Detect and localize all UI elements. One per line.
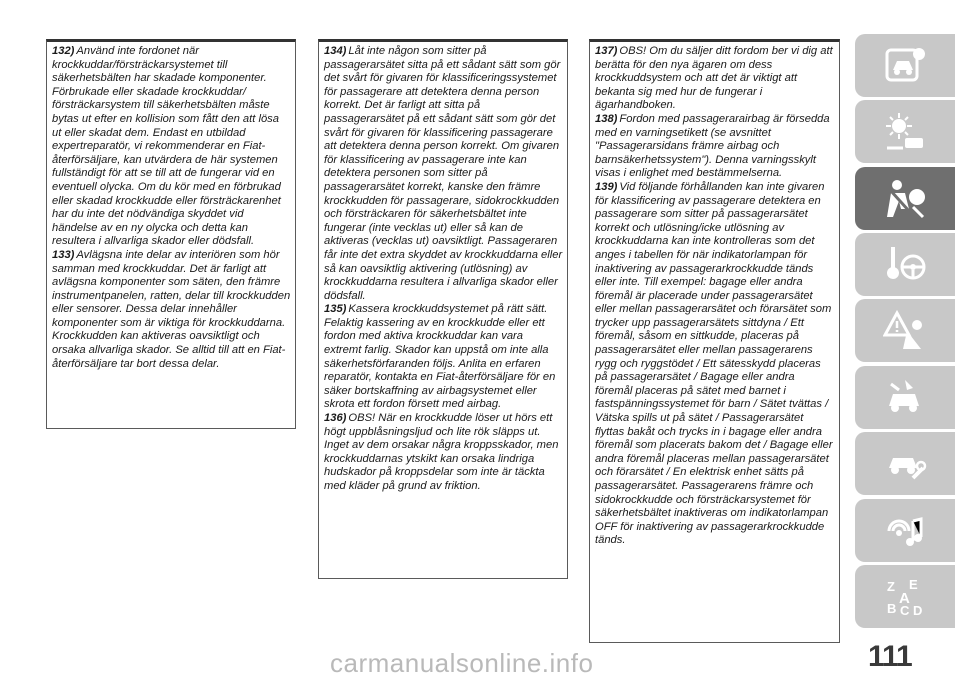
note-136 [324, 412, 563, 494]
note-number: 135) [324, 303, 347, 316]
svg-text:D: D [913, 602, 923, 618]
alphabetical-index-icon [883, 575, 927, 619]
key-steering-wheel-icon [883, 243, 927, 287]
svg-text:C: C [900, 602, 910, 618]
note-134 [324, 45, 563, 303]
tab-dashboard-lights[interactable] [855, 100, 955, 163]
svg-text:B: B [887, 600, 897, 616]
car-service-icon [883, 376, 927, 420]
wrench-car-icon [883, 442, 927, 486]
tab-seatbelt-airbag[interactable] [855, 167, 955, 230]
tab-maintenance[interactable] [855, 432, 955, 495]
multimedia-icon [883, 509, 927, 553]
dashboard-lights-icon [883, 110, 927, 154]
tab-index[interactable] [855, 565, 955, 628]
note-135 [324, 303, 563, 412]
note-number: 133) [52, 248, 75, 261]
note-132 [52, 45, 291, 249]
svg-text:Z: Z [887, 578, 895, 594]
tab-car-service[interactable] [855, 366, 955, 429]
page-number: 111 [868, 640, 912, 673]
note-text: Kassera krockkuddsystemet på rätt sätt. Felaktig kassering av en krockkudde eller ett fordon med aktiva krockkuddar kan vara extremt farlig. Skador kan uppstå om inte alla säkerhetsförfaranden följs. Anlita en erfaren reparatör, kontakta en Fiat-återförsäljare för en säker bortskaffning av airbagsystemet eller skrota ett fordon försett med airbag. [324, 303, 556, 411]
notes-column-3 [589, 39, 840, 643]
note-number: 132) [52, 45, 75, 57]
note-137 [595, 45, 835, 113]
notes-column-1 [46, 39, 296, 429]
chapter-tabs [852, 34, 960, 630]
tab-multimedia[interactable] [855, 499, 955, 562]
note-text: Använd inte fordonet när krockkuddar/försträckarsystemet till säkerhetsbälten har skadade komponenter. Förbrukade eller skadade krockkuddar/ försträckarsystem till säkerhetsbälten måste bytas ut efter en kollision som fått den att lösa ut eller skadat dem. Endast en utbildad expertreparatör, vi rekommenderar en Fiat-återförsäljare, kan utvärdera de här systemen fullständigt för att se till att de fungerar vid en eventuell olycka. Om du kör med en förbrukad eller skadad krockkudde eller försträckarenhet har du inte det nödvändiga skyddet vid händelse av en ny olycka och detta kan resultera i allvarliga skador eller dödsfall. [52, 45, 281, 248]
tab-key-steering[interactable] [855, 233, 955, 296]
note-text: Låt inte någon som sitter på passagerarsätet sitta på ett sådant sätt som gör det svårt för givaren för klassificeringssystemet för passagerare att detektera denna person korrekt. Det är farligt att sitta på passagerarsätet på ett sådant sätt som gör det svårt för givaren för klassificering passagerare att detektera denna person korrekt. Om givaren för klassificering av passagerare inte kan detektera personen som sitter på passagerarsätet korrekt, kanske den främre krockkudden för passagerare, sidokrockkudden och försträckaren för säkerhetsbältet inte fungerar (inte vecklas ut) eller så kan de aktiveras (vecklas ut) oavsiktligt. Passageraren får inte det extra skyddet av krockkuddarna eller så kan oavsiktlig aktivering (utlösning) av krockkuddarna resultera i allvarliga skador eller dödsfall. [324, 45, 563, 302]
car-info-icon [883, 44, 927, 88]
note-text: Avlägsna inte delar av interiören som hör samman med krockkuddar. Det är farligt att avlägsna komponenter som säten, den främre instrumentpanelen, ratten, delar till krockkudden eller sensorer. Dessa delar innehåller komponenter som är viktiga för krockkuddarna. Krockkudden kan aktiveras oavsiktligt och orsaka allvarliga skador. Se alltid till att en Fiat-återförsäljare tar bort dessa delar. [52, 248, 291, 370]
note-text: OBS! När en krockkudde löser ut hörs ett högt uppblåsningsljud och lite rök släpps ut. Inget av dem orsakar några kroppsskador, men krockkuddarnas ytskikt kan orsaka lindriga hudskador på kroppsdelar som inte är täckta med kläder på grund av friktion. [324, 412, 559, 492]
note-text: OBS! Om du säljer ditt fordom ber vi dig att berätta för den nya ägaren om dess krockkuddsystem och att det är viktigt att bekanta sig med hur de fungerar i ägarhandboken. [595, 45, 833, 112]
note-138 [595, 113, 835, 181]
notes-column-2 [318, 39, 568, 579]
watermark: carmanualsonline.info [330, 648, 594, 678]
note-number: 136) [324, 412, 347, 425]
seatbelt-airbag-icon [883, 177, 927, 221]
tab-car-info[interactable] [855, 34, 955, 97]
warning-triangle-icon [883, 309, 927, 353]
note-number: 137) [595, 45, 618, 57]
svg-text:A: A [899, 589, 910, 607]
note-number: 138) [595, 112, 618, 125]
note-number: 134) [324, 45, 347, 57]
note-text: Vid följande förhållanden kan inte givaren för klassificering av passagerare detektera en passagerare som sitter på passagerarsätet korrekt och utlösning/icke utlösning av krockkuddarna kan inte kontrolleras som det anges i tabellen för när indikatorlampan för inaktivering av passagerarkrockkudde tänds eller inte. Till exempel: bagage eller andra föremål är placerade under passagerarsätet eller mellan passagerarsätet och förarsätet som trycker upp passagerarsätets sittdyna / Ett föremål, såsom en sittkudde, placeras på passagerarsätet eller mellan passagerarens rygg och ryggstödet / Ett sätesskydd placeras på passagerarsätet / Bagage eller andra föremål placeras på sätet med barnet i fastspänningssystemet för barn / Sätet tvättas / Vätska spills ut på sätet / Passagerarsätet flyttas bakåt och trycks in i bagage eller andra föremål som placerats bakom det / Bagage eller andra föremål placeras mellan passagerarsätet och förarsätet / En elektrisk enhet sätts på passagerarsätet. Passagerarens främre och sidokrockkudde och försträckarsystemet för säkerhetsbältet inaktiveras om indikatorlampan OFF för inaktivering av passagerarkrockkudde tänds. [595, 180, 833, 547]
note-139 [595, 181, 835, 548]
tab-warning[interactable] [855, 299, 955, 362]
note-text: Fordon med passagerarairbag är försedda med en varningsetikett (se avsnittet "Passagerarsidans främre airbag och barnsäkerhetssystem"). Denna varningsskylt visas i enlighet med bestämmelserna. [595, 112, 830, 180]
note-133 [52, 249, 291, 371]
svg-text:E: E [909, 576, 918, 592]
note-number: 139) [595, 180, 618, 193]
